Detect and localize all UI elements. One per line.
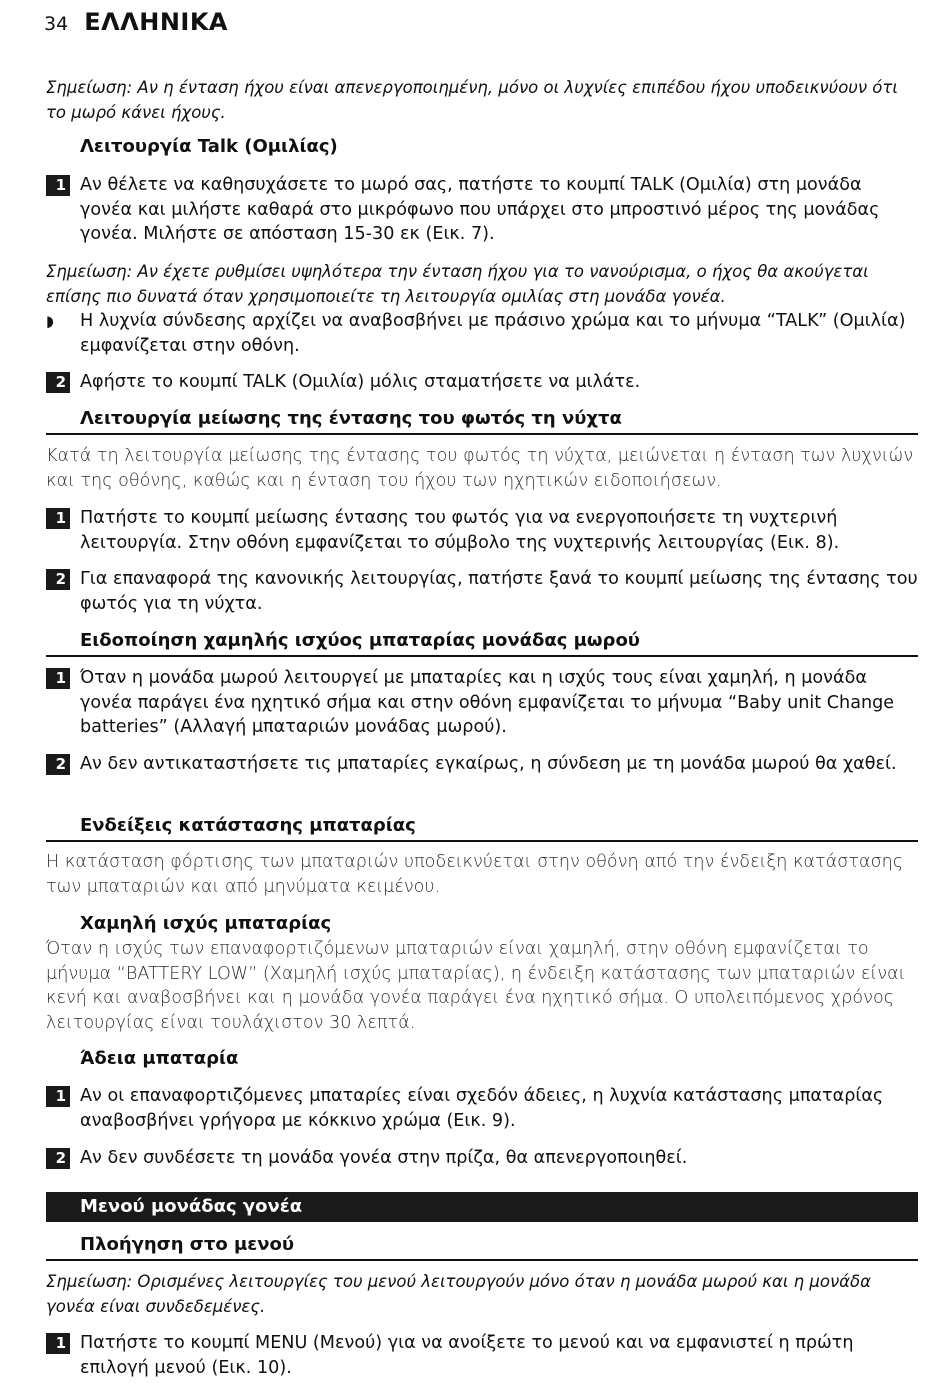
step-number-badge: 1: [46, 175, 70, 196]
step-number-badge: 2: [46, 754, 70, 775]
empty-battery-step-1: [46, 1084, 918, 1133]
step-number-badge: 1: [46, 1333, 70, 1354]
step-number-badge: 2: [46, 1148, 70, 1169]
talk-result: [46, 309, 918, 358]
menu-navigation-heading: Πλοήγηση στο μενού: [46, 1232, 918, 1261]
step-text: Αν δεν αντικαταστήσετε τις μπαταρίες εγκαίρως, η σύνδεση με τη μονάδα μωρού θα χαθεί.: [80, 754, 897, 774]
step-text: Αφήστε το κουμπί TALK (Ομιλία) μόλις σταματήσετε να μιλάτε.: [80, 372, 641, 392]
low-battery-heading: Χαμηλή ισχύς μπαταρίας: [80, 913, 332, 934]
step-text: Αν οι επαναφορτιζόμενες μπαταρίες είναι σχεδόν άδειες, η λυχνία κατάστασης μπαταρίας αναβοσβήνει γρήγορα με κόκκινο χρώμα (Εικ. 9).: [80, 1086, 884, 1131]
low-battery-body: Όταν η ισχύς των επαναφορτιζόμενων μπαταριών είναι χαμηλή, στην οθόνη εμφανίζεται το μήνυμα “BATTERY LOW” (Χαμηλή ισχύς μπαταρίας), η ένδειξη κατάστασης των μπαταριών είναι κενή και αναβοσβήνει και η μονάδα γονέα παράγει ένα ηχητικό σήμα. Ο υπολειπόμενος χρόνος λειτουργίας είναι τουλάχιστον 30 λεπτά.: [46, 939, 906, 1033]
night-step-1: [46, 506, 918, 555]
step-text: Για επαναφορά της κανονικής λειτουργίας, πατήστε ξανά το κουμπί μείωσης της έντασης του φωτός για τη νύχτα.: [80, 569, 918, 614]
baby-battery-heading: Ειδοποίηση χαμηλής ισχύος μπαταρίας μονάδας μωρού: [46, 628, 918, 657]
menu-section-band: Μενού μονάδας γονέα: [46, 1192, 918, 1222]
menu-note: Σημείωση: Ορισμένες λειτουργίες του μενού λειτουργούν μόνο όταν η μονάδα μωρού και η μονάδα γονέα είναι συνδεδεμένες.: [46, 1272, 872, 1316]
step-number-badge: 1: [46, 508, 70, 529]
step-text: Αν θέλετε να καθησυχάσετε το μωρό σας, πατήστε το κουμπί TALK (Ομιλία) στη μονάδα γονέα και μιλήστε καθαρά στο μικρόφωνο που υπάρχει στο μπροστινό μέρος της μονάδας γονέα. Μιλήστε σε απόσταση 15-30 εκ (Εικ. 7).: [80, 175, 880, 245]
language-title: ΕΛΛΗΝΙΚΑ: [84, 8, 229, 36]
talk-heading: Λειτουργία Talk (Ομιλίας): [80, 136, 338, 157]
step-text: Αν δεν συνδέσετε τη μονάδα γονέα στην πρίζα, θα απενεργοποιηθεί.: [80, 1148, 688, 1168]
battery-status-body: Η κατάσταση φόρτισης των μπαταριών υποδεικνύεται στην οθόνη από την ένδειξη κατάστασης των μπαταριών και από μηνύματα κειμένου.: [46, 852, 904, 897]
night-mode-body: Κατά τη λειτουργία μείωσης της έντασης του φωτός τη νύχτα, μειώνεται η ένταση των λυχνιών και της οθόνης, καθώς και η ένταση του ήχου των ηχητικών ειδοποιήσεων.: [46, 446, 914, 491]
talk-step-2: [46, 370, 918, 395]
talk-note: Σημείωση: Αν έχετε ρυθμίσει υψηλότερα την ένταση ήχου για το νανούρισμα, ο ήχος θα ακούγεται επίσης πιο δυνατά όταν χρησιμοποιείτε τη λειτουργία ομιλίας στη μονάδα γονέα.: [46, 262, 869, 306]
step-number-badge: 2: [46, 569, 70, 590]
empty-battery-heading: Άδεια μπαταρία: [80, 1048, 239, 1069]
night-step-2: [46, 567, 918, 616]
result-arrow-icon: ◗: [46, 312, 54, 330]
step-text: Πατήστε το κουμπί MENU (Μενού) για να ανοίξετε το μενού και να εμφανιστεί η πρώτη επιλογή μενού (Εικ. 10).: [80, 1333, 854, 1378]
battery-status-heading: Ενδείξεις κατάστασης μπαταρίας: [46, 813, 918, 842]
result-text: Η λυχνία σύνδεσης αρχίζει να αναβοσβήνει με πράσινο χρώμα και το μήνυμα “TALK” (Ομιλία) εμφανίζεται στην οθόνη.: [80, 311, 906, 356]
baby-battery-step-2: [46, 752, 918, 777]
page-header: [44, 8, 228, 36]
step-number-badge: 1: [46, 668, 70, 689]
menu-step-1: [46, 1331, 918, 1380]
night-mode-heading: Λειτουργία μείωσης της έντασης του φωτός τη νύχτα: [46, 406, 918, 435]
talk-step-1: [46, 173, 918, 247]
empty-battery-step-2: [46, 1146, 918, 1171]
step-text: Όταν η μονάδα μωρού λειτουργεί με μπαταρίες και η ισχύς τους είναι χαμηλή, η μονάδα γονέα παράγει ένα ηχητικό σήμα και στην οθόνη εμφανίζεται το μήνυμα “Baby unit Change batteries” (Αλλαγή μπαταριών μονάδας μωρού).: [80, 668, 895, 738]
page-number: 34: [44, 13, 69, 35]
step-number-badge: 1: [46, 1086, 70, 1107]
step-number-badge: 2: [46, 372, 70, 393]
volume-note: Σημείωση: Αν η ένταση ήχου είναι απενεργοποιημένη, μόνο οι λυχνίες επιπέδου ήχου υποδεικνύουν ότι το μωρό κάνει ήχους.: [46, 78, 898, 122]
step-text: Πατήστε το κουμπί μείωσης έντασης του φωτός για να ενεργοποιήσετε τη νυχτερινή λειτουργία. Στην οθόνη εμφανίζεται το σύμβολο της νυχτερινής λειτουργίας (Εικ. 8).: [80, 508, 840, 553]
baby-battery-step-1: [46, 666, 918, 740]
